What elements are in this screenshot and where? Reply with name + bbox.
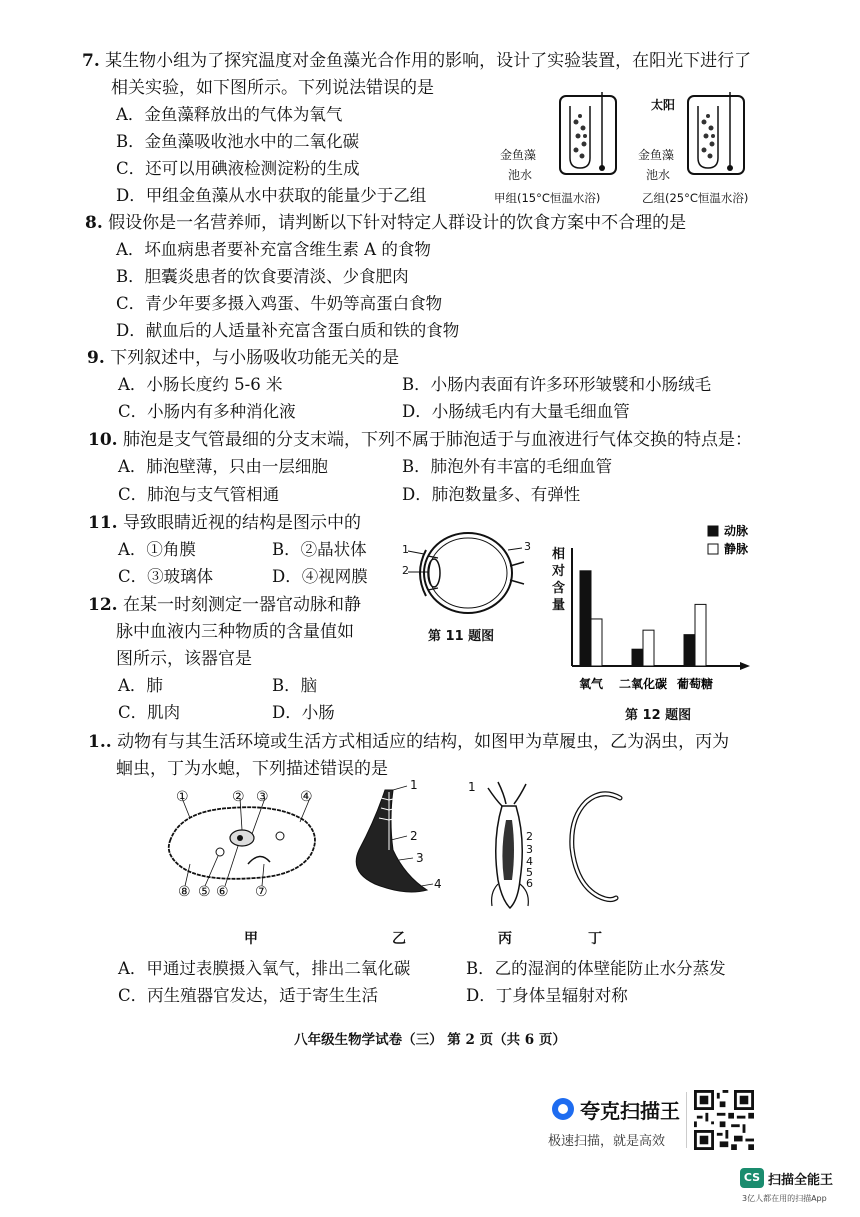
q12-line1 [88, 594, 361, 616]
q12-figure-caption: 第 12 题图 [625, 708, 692, 723]
page-footer: 八年级生物学试卷（三） 第 2 页（共 6 页） [294, 1032, 566, 1048]
q10-option-d: D．肺泡数量多、有弹性 [402, 485, 581, 504]
q13-option-c: C．丙生殖器官发达，适于寄生生活 [118, 986, 379, 1005]
q11-option-a: A．①角膜 [118, 540, 196, 559]
q7-stem-2: 相关实验，如下图所示。下列说法错误的是 [111, 78, 434, 98]
legend-label-artery: 动脉 [724, 524, 749, 538]
fig-name-bing: 丙 [498, 931, 512, 947]
quark-logo-icon [552, 1098, 574, 1120]
q7-line1 [82, 50, 751, 72]
q12-option-d: D．小肠 [272, 703, 335, 722]
jia-label-2: ② [232, 789, 245, 805]
eye-label-3: 3 [524, 540, 531, 553]
jia-label-4: ④ [300, 789, 313, 805]
q7-number: 7. [82, 51, 100, 71]
bing-label-4: 4 [526, 855, 533, 868]
eye-label-1: 1 [402, 543, 409, 556]
q12-number: 12. [88, 595, 118, 615]
q11-option-b: B．②晶状体 [272, 540, 367, 559]
eye-diagram [398, 528, 528, 618]
q8-line1 [85, 212, 686, 234]
q7-group1-caption: 甲组(15°C恒温水浴) [494, 191, 601, 205]
bar-artery-1 [632, 649, 643, 666]
q9-stem: 下列叙述中，与小肠吸收功能无关的是 [110, 348, 400, 368]
q12-option-c: C．肌肉 [118, 703, 181, 722]
q8-stem: 假设你是一名营养师，请判断以下针对特定人群设计的饮食方案中不合理的是 [108, 213, 687, 233]
chart-y-axis-label: 相对含量 [552, 547, 566, 613]
q8-option-c: C．青少年要多摄入鸡蛋、牛奶等高蛋白食物 [116, 294, 443, 313]
q12-stem-1: 在某一时刻测定一器官动脉和静 [122, 595, 361, 615]
q11-option-c: C．③玻璃体 [118, 567, 214, 586]
q9-line1 [87, 347, 399, 369]
q10-option-a: A．肺泡壁薄，只由一层细胞 [118, 457, 328, 476]
bar-artery-0 [580, 571, 591, 666]
q13-option-a: A．甲通过表膜摄入氧气，排出二氧化碳 [118, 959, 411, 978]
fig-name-ding: 丁 [588, 931, 602, 947]
jia-label-6: ⑥ [216, 884, 229, 900]
q7-option-a: A．金鱼藻释放出的气体为氧气 [116, 105, 343, 124]
q9-number: 9. [87, 348, 105, 368]
q7-plant-label-1: 金鱼藻 [500, 148, 537, 162]
bing-label-2: 2 [526, 830, 533, 843]
q11-option-d: D．④视网膜 [272, 567, 368, 586]
q8-option-a: A．坏血病患者要补充富含维生素 A 的食物 [116, 240, 431, 259]
q12-stem-2: 脉中血液内三种物质的含量值如 [116, 622, 354, 642]
q7-water-label-1: 池水 [508, 168, 533, 182]
legend-label-vein: 静脉 [724, 542, 749, 556]
camscanner-logo-icon: CS [740, 1168, 764, 1188]
bar-vein-0 [591, 619, 602, 666]
category-label-2: 葡萄糖 [676, 677, 714, 691]
q10-stem: 肺泡是支气管最细的分支末端，下列不属于肺泡适于与血液进行气体交换的特点是： [122, 430, 752, 450]
legend-swatch-vein [708, 544, 718, 554]
bing-label-6: 6 [526, 877, 533, 890]
q8-number: 8. [85, 213, 103, 233]
jia-label-3: ③ [256, 789, 269, 805]
q9-option-a: A．小肠长度约 5-6 米 [118, 375, 283, 394]
fig-name-jia: 甲 [244, 931, 258, 947]
category-label-1: 二氧化碳 [618, 677, 668, 691]
hydra-figure [470, 780, 550, 920]
planarian-figure [345, 780, 445, 910]
q8-option-b: B．胆囊炎患者的饮食要清淡、少食肥肉 [116, 267, 409, 286]
fig-name-yi: 乙 [392, 931, 406, 947]
bar-vein-2 [695, 604, 706, 666]
q10-line1 [88, 429, 752, 451]
q7-sun-label: 太阳 [651, 98, 676, 112]
q9-option-c: C．小肠内有多种消化液 [118, 402, 296, 421]
jia-label-1: ① [176, 789, 189, 805]
roundworm-figure [562, 788, 632, 908]
q7-option-b: B．金鱼藻吸收池水中的二氧化碳 [116, 132, 360, 151]
q11-stem: 导致眼睛近视的结构是图示中的 [122, 513, 361, 533]
q11-line1 [88, 512, 361, 534]
q7-option-d: D．甲组金鱼藻从水中获取的能量少于乙组 [116, 186, 427, 205]
q13-number: 1.. [88, 732, 112, 752]
q12-option-a: A．肺 [118, 676, 163, 695]
camscanner-name: 扫描全能王 [768, 1173, 834, 1188]
yi-label-2: 2 [410, 829, 418, 843]
bing-label-5: 5 [526, 866, 533, 879]
qr-code-icon [694, 1090, 754, 1150]
q13-option-b: B．乙的湿润的体壁能防止水分蒸发 [466, 959, 726, 978]
eye-label-2: 2 [402, 564, 409, 577]
q13-option-d: D．丁身体呈辐射对称 [466, 986, 628, 1005]
quark-slogan: 极速扫描，就是高效 [548, 1134, 666, 1149]
category-label-0: 氧气 [578, 677, 604, 691]
q12-option-b: B．脑 [272, 676, 318, 695]
bing-label-1: 1 [468, 780, 476, 794]
q7-stem-1: 某生物小组为了探究温度对金鱼藻光合作用的影响，设计了实验装置，在阳光下进行了 [105, 51, 752, 71]
q10-option-b: B．肺泡外有丰富的毛细血管 [402, 457, 613, 476]
q11-figure-caption: 第 11 题图 [428, 629, 495, 644]
quark-brand: 夸克扫描王 [580, 1099, 680, 1123]
bing-label-3: 3 [526, 843, 533, 856]
q7-water-label-2: 池水 [646, 168, 671, 182]
q9-option-b: B．小肠内表面有许多环形皱襞和小肠绒毛 [402, 375, 712, 394]
yi-label-4: 4 [434, 877, 442, 891]
camscanner-tagline: 3亿人都在用的扫描App [742, 1194, 827, 1203]
q13-stem-2: 蛔虫，丁为水螅，下列描述错误的是 [116, 759, 388, 779]
q10-number: 10. [88, 430, 118, 450]
q12-bar-chart [540, 518, 770, 698]
q9-option-d: D．小肠绒毛内有大量毛细血管 [402, 402, 630, 421]
bar-vein-1 [643, 630, 654, 666]
legend-swatch-artery [708, 526, 718, 536]
q7-option-c: C．还可以用碘液检测淀粉的生成 [116, 159, 360, 178]
chart-x-axis-arrow [740, 662, 750, 670]
scanner-divider [686, 1092, 687, 1148]
q13-line1 [88, 731, 729, 753]
jia-label-7: ⑦ [255, 884, 268, 900]
jia-label-8: ⑧ [178, 884, 191, 900]
bar-artery-2 [684, 635, 695, 666]
yi-label-1: 1 [410, 778, 418, 792]
q11-number: 11. [88, 513, 118, 533]
q10-option-c: C．肺泡与支气管相通 [118, 485, 280, 504]
q7-group2-caption: 乙组(25°C恒温水浴) [642, 191, 749, 205]
q12-stem-3: 图所示，该器官是 [116, 649, 252, 669]
q8-option-d: D．献血后的人适量补充富含蛋白质和铁的食物 [116, 321, 460, 340]
q13-stem-1: 动物有与其生活环境或生活方式相适应的结构，如图甲为草履虫，乙为涡虫，丙为 [117, 732, 730, 752]
jia-label-5: ⑤ [198, 884, 211, 900]
yi-label-3: 3 [416, 851, 424, 865]
q7-plant-label-2: 金鱼藻 [638, 148, 675, 162]
